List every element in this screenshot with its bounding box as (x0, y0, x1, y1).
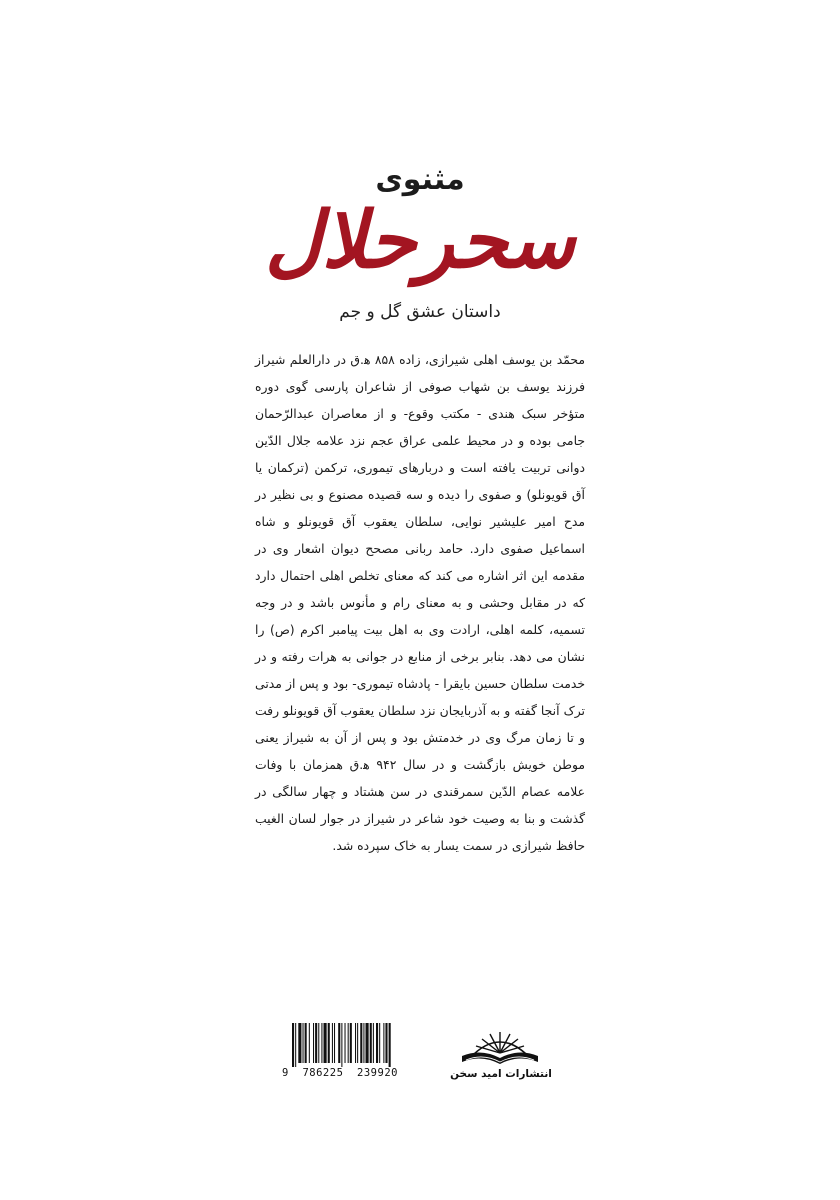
isbn-barcode (282, 1023, 432, 1081)
barcode-digits: 9 786225 239920 (282, 1067, 398, 1079)
book-subtitle: مثنوی (375, 162, 465, 197)
back-cover-description: محمّد بن یوسف اهلی شیرازی، زاده ۸۵۸ ه‍.ق در دارالعلم شیراز فرزند یوسف بن شهاب صوفی از شاعران پارسی گوی دوره متؤخر سبک هندی - مکتب وقوع- و از معاصران عبدالرّحمان جامی بوده و در محیط علمی عراق عجم نزد علامه جلال الدّین دوانی تربیت یافته است و دربارهای تیموری، ترکمن (ترکمان یا آق قویونلو) و صفوی را دیده و سه قصیده مصنوع و بی نظیر در مدح امیر علیشیر نوایی، سلطان یعقوب آق قویونلو و شاه اسماعیل صفوی دارد. حامد ربانی مصحح دیوان اشعار وی در مقدمه این اثر اشاره می کند که معنای تخلص اهلی احتمال دارد که در مقابل وحشی و به معنای رام و مأنوس باشد و در وجه تسمیه، کلمه اهلی، ارادت وی به اهل بیت پیامبر اکرم (ص) را نشان می دهد. بنابر برخی از منابع در جوانی به هرات رفته و در خدمت سلطان حسین بایقرا - پادشاه تیموری- بود و پس از مدتی ترک آنجا گفته و به آذربایجان نزد سلطان یعقوب آق قویونلو رفت و تا زمان مرگ وی در خدمتش بود و پس از آن به شیراز یعنی موطن خویش بازگشت و در سال ۹۴۲ ه‍.ق همزمان با وفات علامه عصام الدّین سمرقندی در سن هشتاد و چهار سالگی در گذشت و بنا به وصیت خود شاعر در شیراز در جوار لسان الغیب حافظ شیرازی در سمت یسار به خاک سپرده شد. (255, 352, 586, 853)
book-title: سحرحلال (264, 195, 576, 286)
book-tagline: داستان عشق گل و جم (339, 302, 501, 322)
open-book-rising-sun-icon (456, 1020, 544, 1070)
publisher-name: انتشارات امید سخن (450, 1068, 552, 1080)
publisher-mark (446, 1020, 556, 1086)
barcode-bars-icon (292, 1023, 430, 1067)
